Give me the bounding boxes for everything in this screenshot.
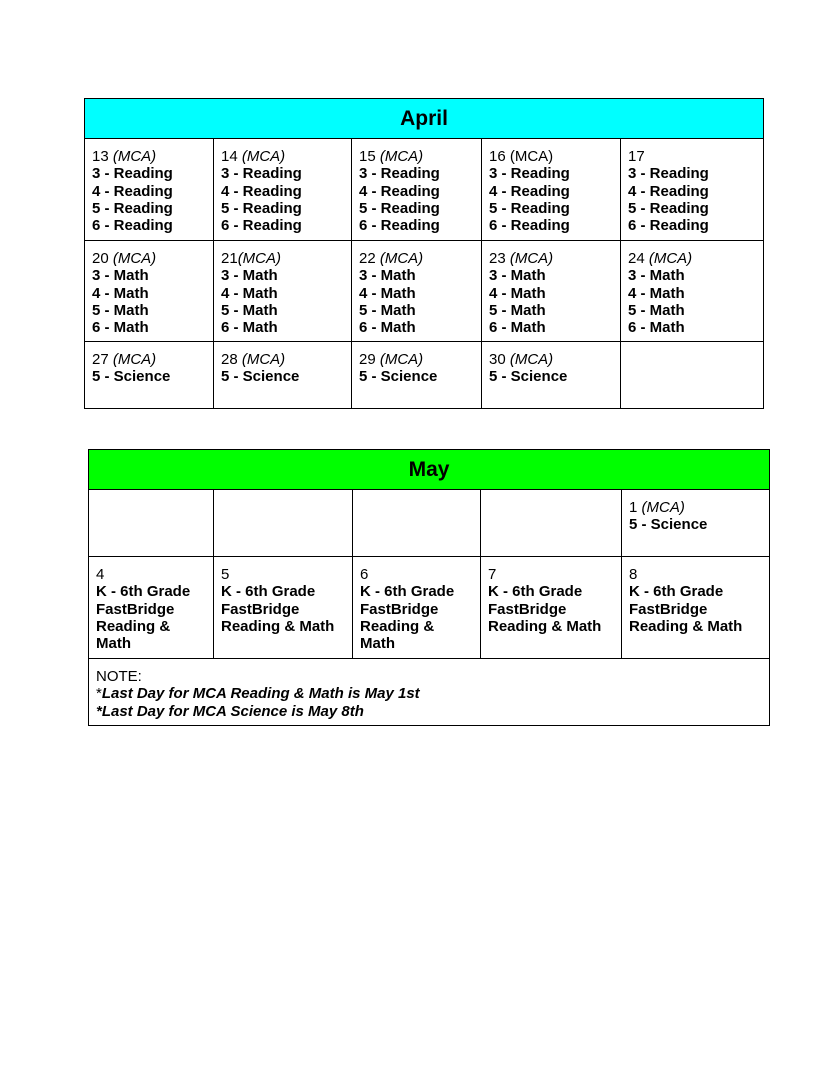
day-cell bbox=[353, 557, 481, 659]
day-heading bbox=[92, 351, 206, 368]
test-entry: 6 - Reading bbox=[359, 217, 440, 235]
day-cell bbox=[89, 557, 214, 659]
day-heading bbox=[488, 566, 614, 583]
day-heading bbox=[221, 250, 344, 267]
day-cell bbox=[482, 342, 621, 409]
day-heading bbox=[629, 499, 762, 516]
test-entry: 5 - Math bbox=[92, 301, 149, 319]
test-entry: 6 - Math bbox=[628, 319, 685, 337]
day-number: 14 bbox=[221, 148, 242, 165]
note-cell bbox=[89, 659, 770, 726]
test-entry: 4 - Reading bbox=[628, 182, 709, 200]
test-entry: 5 - Science bbox=[629, 516, 708, 534]
test-entry: K - 6th Grade FastBridge Reading & Math bbox=[360, 583, 455, 653]
day-cell bbox=[622, 490, 770, 557]
may-calendar-table bbox=[88, 449, 770, 726]
week-row bbox=[89, 490, 770, 557]
test-entry: 3 - Reading bbox=[359, 165, 440, 183]
day-heading bbox=[360, 566, 473, 583]
test-entry: 6 - Reading bbox=[628, 217, 709, 235]
test-entry: 5 - Science bbox=[92, 368, 171, 386]
day-heading bbox=[628, 250, 756, 267]
april-header: April bbox=[85, 99, 764, 139]
test-entry: 6 - Reading bbox=[221, 217, 302, 235]
test-entry: 6 - Math bbox=[359, 319, 416, 337]
day-number: 1 bbox=[629, 499, 642, 516]
mca-label: (MCA) bbox=[112, 148, 157, 165]
note-line-2: *Last Day for MCA Science is May 8th bbox=[96, 702, 364, 720]
day-cell bbox=[214, 490, 353, 557]
mca-label: (MCA) bbox=[379, 148, 424, 165]
april-calendar-table bbox=[84, 98, 764, 409]
day-cell bbox=[352, 139, 482, 241]
day-heading bbox=[96, 566, 206, 583]
day-cell bbox=[214, 342, 352, 409]
test-entry: 3 - Reading bbox=[489, 165, 570, 183]
note-asterisk: * bbox=[96, 685, 102, 703]
day-cell bbox=[214, 139, 352, 241]
test-entry: 5 - Math bbox=[359, 301, 416, 319]
day-number: 30 bbox=[489, 351, 510, 368]
week-row bbox=[85, 342, 764, 409]
test-entry: 5 - Math bbox=[221, 301, 278, 319]
day-cell bbox=[482, 241, 621, 342]
day-number: 29 bbox=[359, 351, 380, 368]
test-entry: 4 - Math bbox=[489, 284, 546, 302]
day-number: 22 bbox=[359, 250, 380, 267]
mca-label: (MCA) bbox=[379, 250, 424, 267]
mca-label: (MCA) bbox=[641, 499, 685, 516]
day-cell bbox=[622, 557, 770, 659]
day-cell bbox=[85, 139, 214, 241]
day-number: 24 bbox=[628, 250, 649, 267]
week-row bbox=[85, 241, 764, 342]
week-row bbox=[85, 139, 764, 241]
day-heading bbox=[92, 250, 206, 267]
test-entry: 3 - Reading bbox=[221, 165, 302, 183]
test-entry: 5 - Reading bbox=[221, 199, 302, 217]
test-entry: 5 - Reading bbox=[489, 199, 570, 217]
mca-label: (MCA) bbox=[112, 250, 157, 267]
day-cell bbox=[89, 490, 214, 557]
day-number: 4 bbox=[96, 566, 105, 583]
day-heading bbox=[359, 351, 474, 368]
test-entry: 5 - Science bbox=[221, 368, 300, 386]
mca-label: (MCA) bbox=[509, 351, 554, 368]
day-number: 6 bbox=[360, 566, 369, 583]
day-number: 21 bbox=[221, 250, 238, 267]
day-cell bbox=[85, 241, 214, 342]
mca-label: (MCA) bbox=[237, 250, 282, 267]
day-number: 27 bbox=[92, 351, 113, 368]
mca-label: (MCA) bbox=[509, 250, 554, 267]
mca-label: (MCA) bbox=[241, 351, 286, 368]
day-number: 20 bbox=[92, 250, 113, 267]
test-entry: 4 - Math bbox=[92, 284, 149, 302]
may-header: May bbox=[89, 450, 770, 490]
day-cell bbox=[85, 342, 214, 409]
day-heading bbox=[628, 148, 756, 165]
test-entry: 5 - Science bbox=[489, 368, 568, 386]
test-entry: K - 6th Grade FastBridge Reading & Math bbox=[221, 583, 335, 635]
day-number: 8 bbox=[629, 566, 638, 583]
week-row bbox=[89, 557, 770, 659]
day-cell bbox=[214, 241, 352, 342]
day-number: 5 bbox=[221, 566, 230, 583]
mca-label: (MCA) bbox=[648, 250, 693, 267]
day-cell bbox=[621, 139, 764, 241]
day-cell bbox=[352, 342, 482, 409]
test-entry: K - 6th Grade FastBridge Reading & Math bbox=[629, 583, 743, 635]
test-entry: 3 - Math bbox=[221, 267, 278, 285]
day-heading bbox=[221, 351, 344, 368]
test-entry: 3 - Math bbox=[92, 267, 149, 285]
day-cell bbox=[353, 490, 481, 557]
day-heading bbox=[359, 250, 474, 267]
note-line-1 bbox=[96, 685, 762, 702]
day-cell bbox=[621, 241, 764, 342]
mca-label: (MCA) bbox=[241, 148, 286, 165]
test-entry: 4 - Math bbox=[221, 284, 278, 302]
test-entry: 5 - Math bbox=[628, 301, 685, 319]
mca-label: (MCA) bbox=[509, 148, 554, 165]
test-entry: 6 - Math bbox=[489, 319, 546, 337]
day-heading bbox=[629, 566, 762, 583]
day-heading bbox=[221, 148, 344, 165]
test-entry: 5 - Reading bbox=[628, 199, 709, 217]
day-heading bbox=[221, 566, 345, 583]
day-number: 7 bbox=[488, 566, 497, 583]
test-entry: 5 - Reading bbox=[92, 199, 173, 217]
test-entry: 5 - Reading bbox=[359, 199, 440, 217]
test-entry: K - 6th Grade FastBridge Reading & Math bbox=[488, 583, 602, 635]
test-entry: 5 - Math bbox=[489, 301, 546, 319]
day-number: 23 bbox=[489, 250, 510, 267]
note-label: NOTE: bbox=[96, 668, 142, 685]
test-entry: 4 - Math bbox=[628, 284, 685, 302]
day-heading bbox=[359, 148, 474, 165]
day-cell bbox=[481, 557, 622, 659]
test-entry: 4 - Reading bbox=[489, 182, 570, 200]
day-number: 13 bbox=[92, 148, 113, 165]
test-entry: 3 - Math bbox=[359, 267, 416, 285]
day-cell bbox=[621, 342, 764, 409]
day-heading bbox=[489, 351, 613, 368]
test-entry: 4 - Reading bbox=[359, 182, 440, 200]
test-entry: 4 - Math bbox=[359, 284, 416, 302]
test-entry: 5 - Science bbox=[359, 368, 438, 386]
day-cell bbox=[214, 557, 353, 659]
day-number: 16 bbox=[489, 148, 510, 165]
test-entry: 6 - Math bbox=[221, 319, 278, 337]
test-entry: 3 - Reading bbox=[628, 165, 709, 183]
day-heading bbox=[92, 148, 206, 165]
test-entry: 4 - Reading bbox=[221, 182, 302, 200]
day-heading bbox=[489, 250, 613, 267]
day-number: 15 bbox=[359, 148, 380, 165]
day-cell bbox=[352, 241, 482, 342]
day-number: 17 bbox=[628, 148, 645, 165]
day-cell bbox=[481, 490, 622, 557]
mca-label: (MCA) bbox=[112, 351, 157, 368]
test-entry: 3 - Reading bbox=[92, 165, 173, 183]
test-entry: 4 - Reading bbox=[92, 182, 173, 200]
day-number: 28 bbox=[221, 351, 242, 368]
test-entry: K - 6th Grade FastBridge Reading & Math bbox=[96, 583, 191, 653]
test-entry: 6 - Reading bbox=[489, 217, 570, 235]
mca-label: (MCA) bbox=[379, 351, 424, 368]
test-entry: 6 - Math bbox=[92, 319, 149, 337]
note-line-1-text: Last Day for MCA Reading & Math is May 1st bbox=[101, 685, 420, 703]
test-entry: 6 - Reading bbox=[92, 217, 173, 235]
test-entry: 3 - Math bbox=[489, 267, 546, 285]
test-entry: 3 - Math bbox=[628, 267, 685, 285]
day-cell bbox=[482, 139, 621, 241]
day-heading bbox=[489, 148, 613, 165]
